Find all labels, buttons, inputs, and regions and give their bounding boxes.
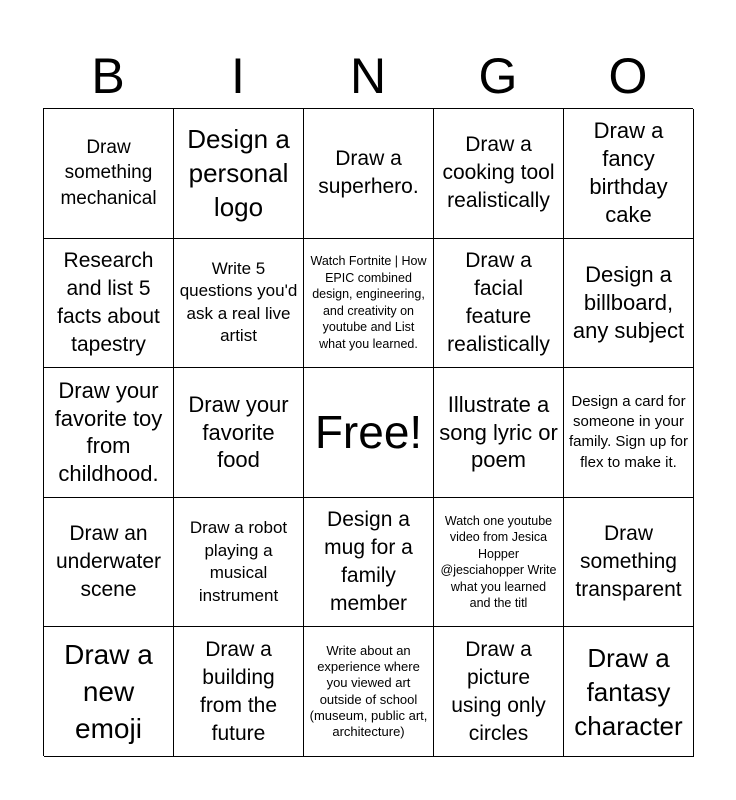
cell-text: Draw a picture using only circles [451, 637, 546, 745]
cell-text: Draw a superhero. [318, 147, 419, 199]
bingo-cell-5-5[interactable] [564, 627, 694, 757]
bingo-cell-4-3[interactable] [304, 498, 434, 628]
bingo-cell-3-5[interactable] [564, 368, 694, 498]
cell-text: Design a mug for a family member [324, 508, 413, 615]
bingo-header [43, 44, 693, 108]
cell-text: Watch Fortnite | How EPIC combined design, engineering, and creativity on youtube and List what you learned. [310, 254, 427, 351]
bingo-cell-2-1[interactable] [44, 239, 174, 369]
bingo-cell-5-3[interactable] [304, 627, 434, 757]
cell-text: Illustrate a song lyric or poem [439, 391, 558, 473]
cell-text: Write about an experience where you viewed art outside of school (museum, public art, architecture) [309, 642, 428, 740]
bingo-cell-4-1[interactable] [44, 498, 174, 628]
bingo-grid [43, 108, 693, 756]
cell-text: Draw a facial feature realistically [447, 249, 550, 356]
header-letter-b: B [91, 48, 125, 104]
cell-text: Draw a new emoji [64, 638, 153, 745]
cell-text: Watch one youtube video from Jesica Hopper @jesciahopper Write what you learned and the titl [440, 513, 557, 611]
bingo-cell-2-2[interactable] [174, 239, 304, 369]
cell-text: Write 5 questions you'd ask a real live artist [179, 259, 298, 346]
bingo-cell-1-4[interactable] [434, 109, 564, 239]
cell-text: Draw a fantasy character [574, 642, 683, 741]
bingo-cell-4-5[interactable] [564, 498, 694, 628]
bingo-cell-1-1[interactable] [44, 109, 174, 239]
free-space: Free! [314, 406, 423, 459]
cell-text: Draw an underwater scene [55, 522, 162, 602]
cell-text: Draw a robot playing a musical instrument [189, 518, 288, 605]
bingo-cell-4-2[interactable] [174, 498, 304, 628]
bingo-cell-3-2[interactable] [174, 368, 304, 498]
cell-text: Draw your favorite toy from childhood. [54, 377, 163, 487]
bingo-cell-2-3[interactable] [304, 239, 434, 369]
cell-text: Draw a cooking tool realistically [442, 133, 555, 213]
cell-text: Design a personal logo [187, 124, 290, 223]
bingo-cell-5-1[interactable] [44, 627, 174, 757]
bingo-cell-3-4[interactable] [434, 368, 564, 498]
bingo-cell-3-1[interactable] [44, 368, 174, 498]
header-letter-i: I [231, 48, 245, 104]
bingo-cell-3-3[interactable] [304, 368, 434, 498]
cell-text: Draw a fancy birthday cake [589, 118, 668, 228]
header-letter-n: N [349, 48, 387, 104]
cell-text: Draw a building from the future [199, 637, 278, 745]
bingo-cell-1-3[interactable] [304, 109, 434, 239]
header-letter-o: O [608, 48, 648, 104]
bingo-cell-2-5[interactable] [564, 239, 694, 369]
header-letter-g: G [478, 48, 518, 104]
bingo-cell-2-4[interactable] [434, 239, 564, 369]
bingo-cell-5-4[interactable] [434, 627, 564, 757]
cell-text: Draw something mechanical [60, 136, 157, 210]
bingo-cell-4-4[interactable] [434, 498, 564, 628]
cell-text: Design a card for someone in your family. Sign up for flex to make it. [569, 392, 688, 471]
cell-text: Research and list 5 facts about tapestry [57, 249, 160, 356]
cell-text: Draw something transparent [575, 522, 682, 602]
bingo-cell-1-5[interactable] [564, 109, 694, 239]
bingo-cell-5-2[interactable] [174, 627, 304, 757]
cell-text: Design a billboard, any subject [572, 261, 685, 343]
bingo-cell-1-2[interactable] [174, 109, 304, 239]
cell-text: Draw your favorite food [188, 391, 289, 473]
